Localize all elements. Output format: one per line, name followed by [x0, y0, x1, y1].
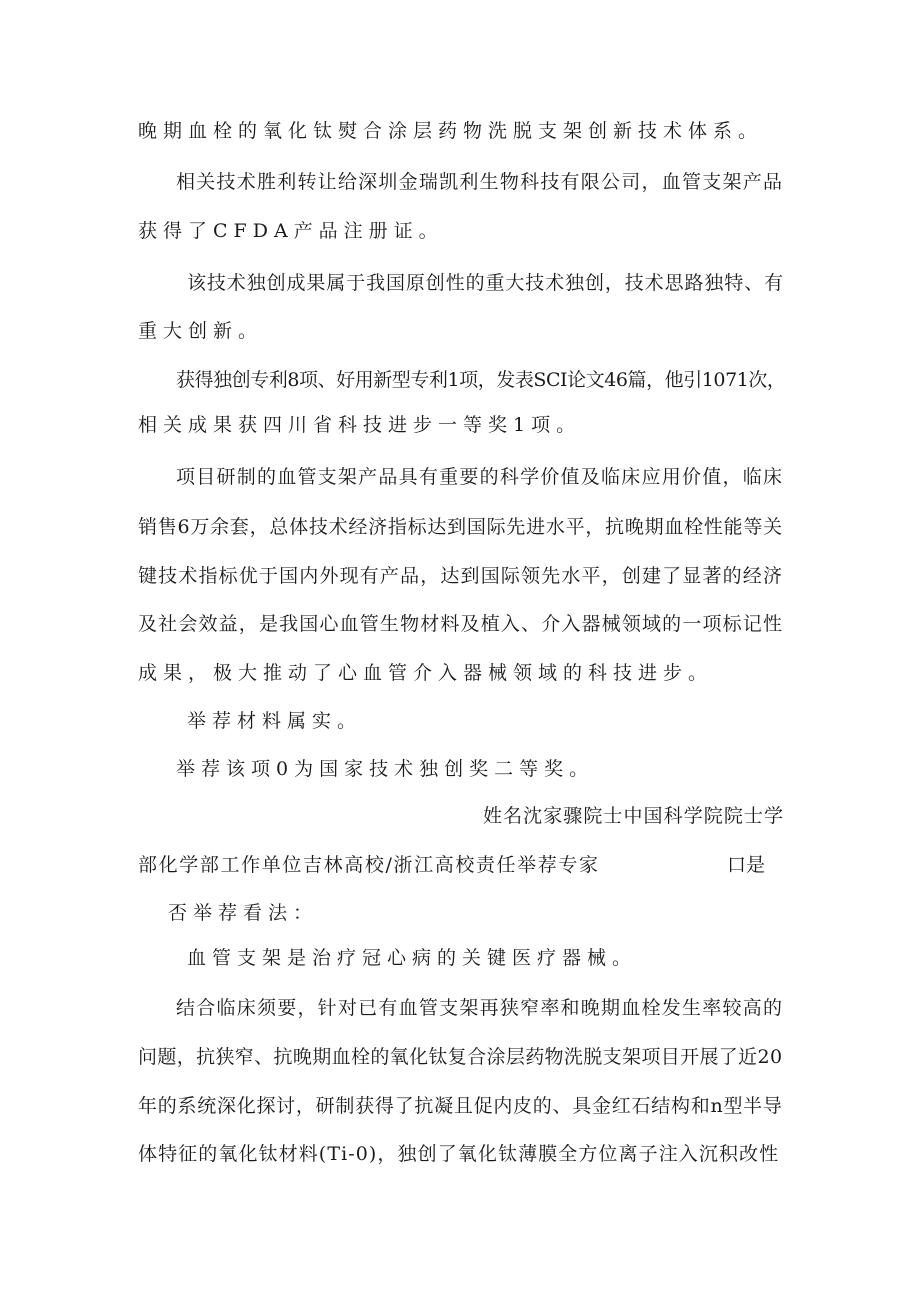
text-line-19: 结合临床须要，针对已有血管支架再狭窄率和晚期血栓发生率较高的 — [176, 997, 784, 1019]
text-line-22: 体特征的氧化钛材料(Ti-0)，独创了氧化钛薄膜全方位离子注入沉积改性 — [138, 1143, 780, 1165]
text-line-15: 姓名沈家骤院士中国科学院院士学 — [483, 805, 785, 827]
text-line-14: 举荐该项0为国家技术独创奖二等奖。 — [176, 758, 595, 780]
text-line-11: 及社会效益，是我国心血管生物材料及植入、介入器械领域的一项标记性 — [138, 613, 784, 635]
text-line-18: 血管支架是治疗冠心病的关键医疗器械。 — [187, 947, 638, 969]
text-line-2: 相关技术胜利转让给深圳金瑞凯利生物科技有限公司，血管支架产品 — [176, 171, 784, 193]
text-line-8: 项目研制的血管支架产品具有重要的科学价值及临床应用价值，临床 — [176, 466, 784, 488]
text-line-1: 晚期血栓的氧化钛熨合涂层药物洗脱支架创新技术体系。 — [138, 120, 764, 142]
text-line-7: 相关成果获四川省科技进步一等奖1项。 — [138, 414, 582, 436]
text-line-5: 重大创新。 — [138, 320, 264, 342]
text-line-17: 否举荐看法： — [168, 902, 319, 924]
text-line-21: 年的系统深化探讨，研制获得了抗凝且促内皮的、具金红石结构和n型半导 — [138, 1095, 783, 1117]
text-line-10: 键技术指标优于国内外现有产品，达到国际领先水平，创建了显著的经济 — [138, 565, 784, 587]
text-line-9: 销售6万余套，总体技术经济指标达到国际先进水平，抗晚期血栓性能等关 — [138, 516, 783, 538]
checkbox-label-yes: 口是 — [727, 854, 766, 876]
text-line-6: 获得独创专利8项、好用新型专利1项，发表SCI论文46篇，他引1071次， — [176, 369, 786, 391]
text-line-3: 获得了CFDA产品注册证。 — [138, 220, 444, 242]
text-line-13: 举荐材料属实。 — [187, 710, 363, 732]
text-line-16: 部化学部工作单位吉林高校/浙江高校责任举荐专家 — [138, 854, 600, 876]
text-line-12: 成果，极大推动了心血管介入器械领域的科技进步。 — [138, 662, 714, 684]
text-line-20: 问题，抗狭窄、抗晚期血栓的氧化钛复合涂层药物洗脱支架项目开展了近20 — [138, 1046, 783, 1068]
text-line-4: 该技术独创成果属于我国原创性的重大技术独创，技术思路独特、有 — [187, 272, 785, 294]
